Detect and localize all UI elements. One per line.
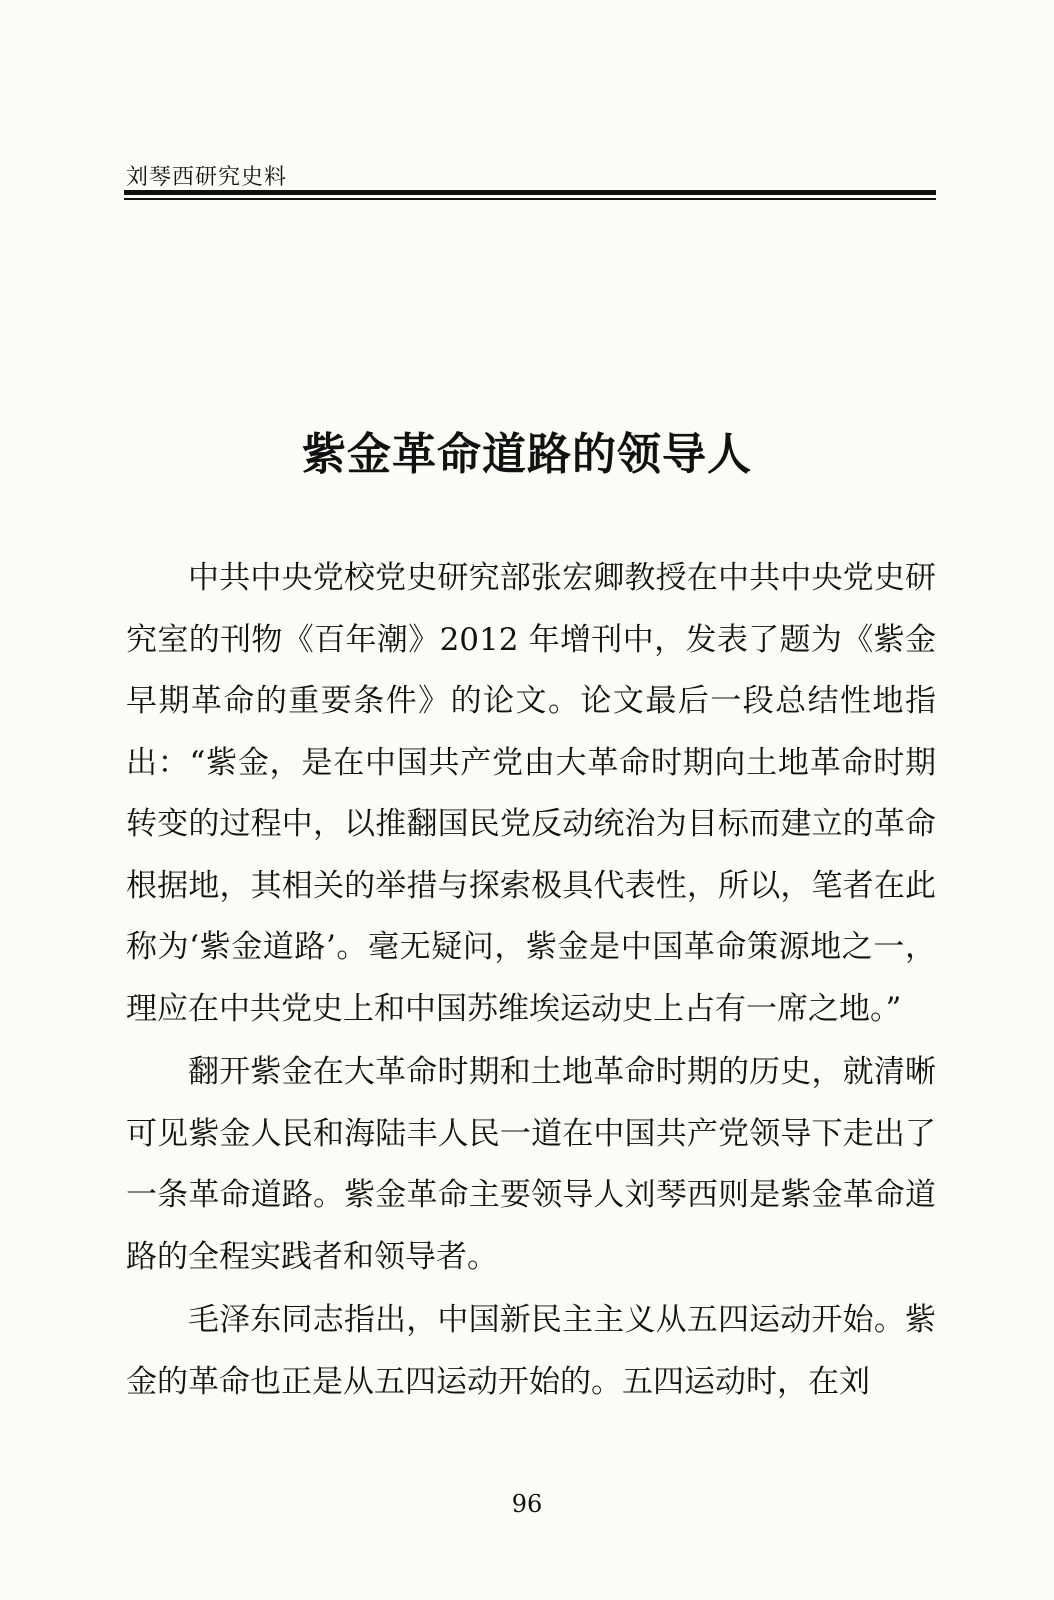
paragraph: 中共中央党校党史研究部张宏卿教授在中共中央党史研究室的刊物《百年潮》2012 年增刊中，发表了题为《紫金早期革命的重要条件》的论文。论文最后一段总结性地指出：“紫金，是在中国共产党由大革命时期向土地革命时期转变的过程中，以推翻国民党反动统治为目标而建立的革命根据地，其相关的举措与探索极具代表性，所以，笔者在此称为‘紫金道路’。毫无疑问，紫金是中国革命策源地之一，理应在中共党史上和中国苏维埃运动史上占有一席之地。” <box>126 560 936 1027</box>
article-body <box>126 548 936 1415</box>
paragraph: 翻开紫金在大革命时期和土地革命时期的历史，就清晰可见紫金人民和海陆丰人民一道在中国共产党领导下走出了一条革命道路。紫金革命主要领导人刘琴西则是紫金革命道路的全程实践者和领导者。 <box>126 1054 936 1275</box>
page-number: 96 <box>511 1490 543 1518</box>
header-rule-thick <box>124 190 936 195</box>
article-title: 紫金革命道路的领导人 <box>302 429 752 480</box>
header-rule-thin <box>124 198 936 200</box>
running-head: 刘琴西研究史料 <box>126 165 288 190</box>
paragraph: 毛泽东同志指出，中国新民主主义从五四运动开始。紫金的革命也正是从五四运动开始的。五四运动时，在刘 <box>126 1302 936 1400</box>
